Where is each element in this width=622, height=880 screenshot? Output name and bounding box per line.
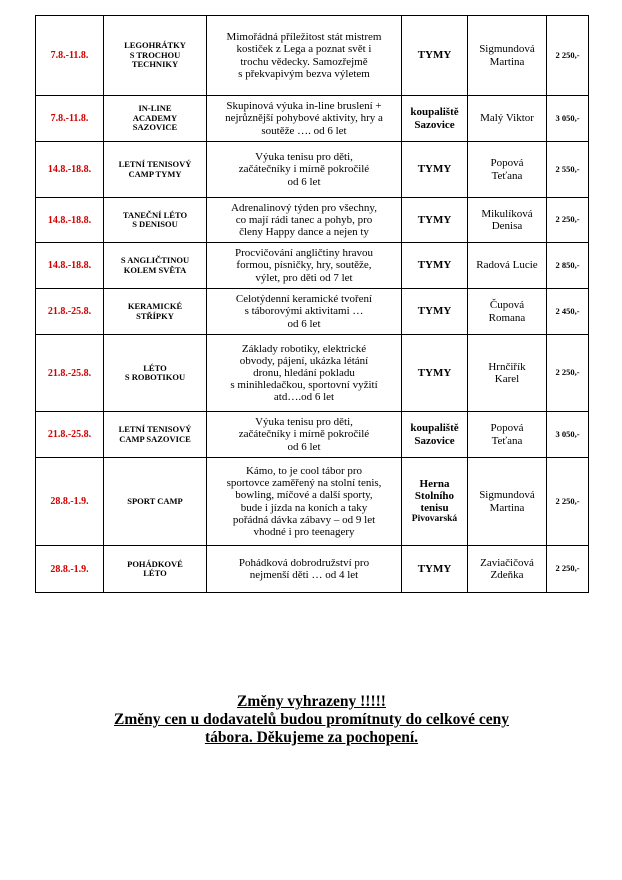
- table-row: [36, 243, 589, 289]
- camp-date: 14.8.-18.8.: [36, 142, 104, 198]
- camp-leader: Radová Lucie: [468, 243, 547, 289]
- table-row: [36, 96, 589, 142]
- table-row: [36, 412, 589, 458]
- table-row: [36, 289, 589, 335]
- camp-name: LÉTO S ROBOTIKOU: [104, 335, 207, 412]
- camp-name: POHÁDKOVÉ LÉTO: [104, 546, 207, 593]
- camp-name: S ANGLIČTINOU KOLEM SVĚTA: [104, 243, 207, 289]
- camp-schedule-table: [35, 15, 589, 593]
- camp-description: Skupinová výuka in-line bruslení + nejrůznější pohybové aktivity, hry a soutěže …. od 6 let: [207, 96, 402, 142]
- footer-notice: [35, 693, 588, 746]
- camp-location: TYMY: [402, 243, 468, 289]
- camp-location: koupaliště Sazovice: [402, 412, 468, 458]
- camp-price: 2 450,-: [547, 289, 589, 335]
- camp-name: TANEČNÍ LÉTO S DENISOU: [104, 198, 207, 243]
- camp-rows: [36, 16, 589, 593]
- camp-price: 2 550,-: [547, 142, 589, 198]
- camp-location: TYMY: [402, 142, 468, 198]
- camp-location: Herna Stolního tenisu Pivovarská: [402, 458, 468, 546]
- camp-date: 28.8.-1.9.: [36, 546, 104, 593]
- camp-leader: Popová Teťana: [468, 412, 547, 458]
- camp-location: koupaliště Sazovice: [402, 96, 468, 142]
- camp-price: 2 250,-: [547, 546, 589, 593]
- camp-name: SPORT CAMP: [104, 458, 207, 546]
- camp-date: 28.8.-1.9.: [36, 458, 104, 546]
- camp-price: 2 850,-: [547, 243, 589, 289]
- table-row: [36, 16, 589, 96]
- camp-name: LETNÍ TENISOVÝ CAMP SAZOVICE: [104, 412, 207, 458]
- camp-price: 2 250,-: [547, 458, 589, 546]
- camp-date: 21.8.-25.8.: [36, 289, 104, 335]
- camp-name: LEGOHRÁTKY S TROCHOU TECHNIKY: [104, 16, 207, 96]
- camp-leader: Hrnčiřík Karel: [468, 335, 547, 412]
- camp-price: 2 250,-: [547, 16, 589, 96]
- camp-price: 3 050,-: [547, 96, 589, 142]
- camp-price: 3 050,-: [547, 412, 589, 458]
- camp-date: 21.8.-25.8.: [36, 412, 104, 458]
- camp-location: TYMY: [402, 16, 468, 96]
- camp-date: 7.8.-11.8.: [36, 16, 104, 96]
- camp-price: 2 250,-: [547, 198, 589, 243]
- camp-date: 14.8.-18.8.: [36, 243, 104, 289]
- camp-date: 14.8.-18.8.: [36, 198, 104, 243]
- camp-description: Výuka tenisu pro děti, začátečníky i mírně pokročilé od 6 let: [207, 142, 402, 198]
- footer-line-2: Změny cen u dodavatelů budou promítnuty do celkové ceny: [113, 710, 509, 728]
- camp-leader: Malý Viktor: [468, 96, 547, 142]
- camp-description: Pohádková dobrodružství pro nejmenší děti … od 4 let: [207, 546, 402, 593]
- camp-location: TYMY: [402, 546, 468, 593]
- camp-leader: Sigmundová Martina: [468, 16, 547, 96]
- table-row: [36, 458, 589, 546]
- table-row: [36, 142, 589, 198]
- camp-description: Adrenalinový týden pro všechny, co mají rádi tanec a pohyb, pro členy Happy dance a nejen ty: [207, 198, 402, 243]
- camp-date: 7.8.-11.8.: [36, 96, 104, 142]
- camp-leader: Mikulíková Denisa: [468, 198, 547, 243]
- footer-line-1: Změny vyhrazeny !!!!!: [237, 693, 386, 710]
- camp-name: KERAMICKÉ STŘÍPKY: [104, 289, 207, 335]
- camp-description: Výuka tenisu pro děti, začátečníky i mírně pokročilé od 6 let: [207, 412, 402, 458]
- camp-description: Procvičování angličtiny hravou formou, písničky, hry, soutěže, výlet, pro děti od 7 let: [207, 243, 402, 289]
- camp-description: Kámo, to je cool tábor pro sportovce zaměřený na stolní tenis, bowling, míčové a další sporty, bude i jízda na koních a taky pořádná dávka zábavy – od 9 let vhodné i pro teenagery: [207, 458, 402, 546]
- camp-price: 2 250,-: [547, 335, 589, 412]
- camp-name: IN-LINE ACADEMY SAZOVICE: [104, 96, 207, 142]
- camp-name: LETNÍ TENISOVÝ CAMP TYMY: [104, 142, 207, 198]
- camp-description: Základy robotiky, elektrické obvody, pájení, ukázka létání dronu, hledání pokladu s minihledačkou, sportovní vyžití atd….od 6 let: [207, 335, 402, 412]
- camp-location: TYMY: [402, 289, 468, 335]
- camp-leader: Sigmundová Martina: [468, 458, 547, 546]
- camp-location: TYMY: [402, 335, 468, 412]
- camp-date: 21.8.-25.8.: [36, 335, 104, 412]
- camp-description: Celotýdenní keramické tvoření s táborovými aktivitami … od 6 let: [207, 289, 402, 335]
- camp-leader: Popová Teťana: [468, 142, 547, 198]
- camp-leader: Zaviačičová Zdeňka: [468, 546, 547, 593]
- table-row: [36, 546, 589, 593]
- footer-line-3: tábora. Děkujeme za pochopení.: [204, 728, 419, 746]
- camp-description: Mimořádná příležitost stát mistrem kostiček z Lega a poznat svět i trochu vědecky. Samozřejmě s překvapivým bezva výletem: [207, 16, 402, 96]
- table-row: [36, 198, 589, 243]
- table-row: [36, 335, 589, 412]
- camp-leader: Čupová Romana: [468, 289, 547, 335]
- camp-location: TYMY: [402, 198, 468, 243]
